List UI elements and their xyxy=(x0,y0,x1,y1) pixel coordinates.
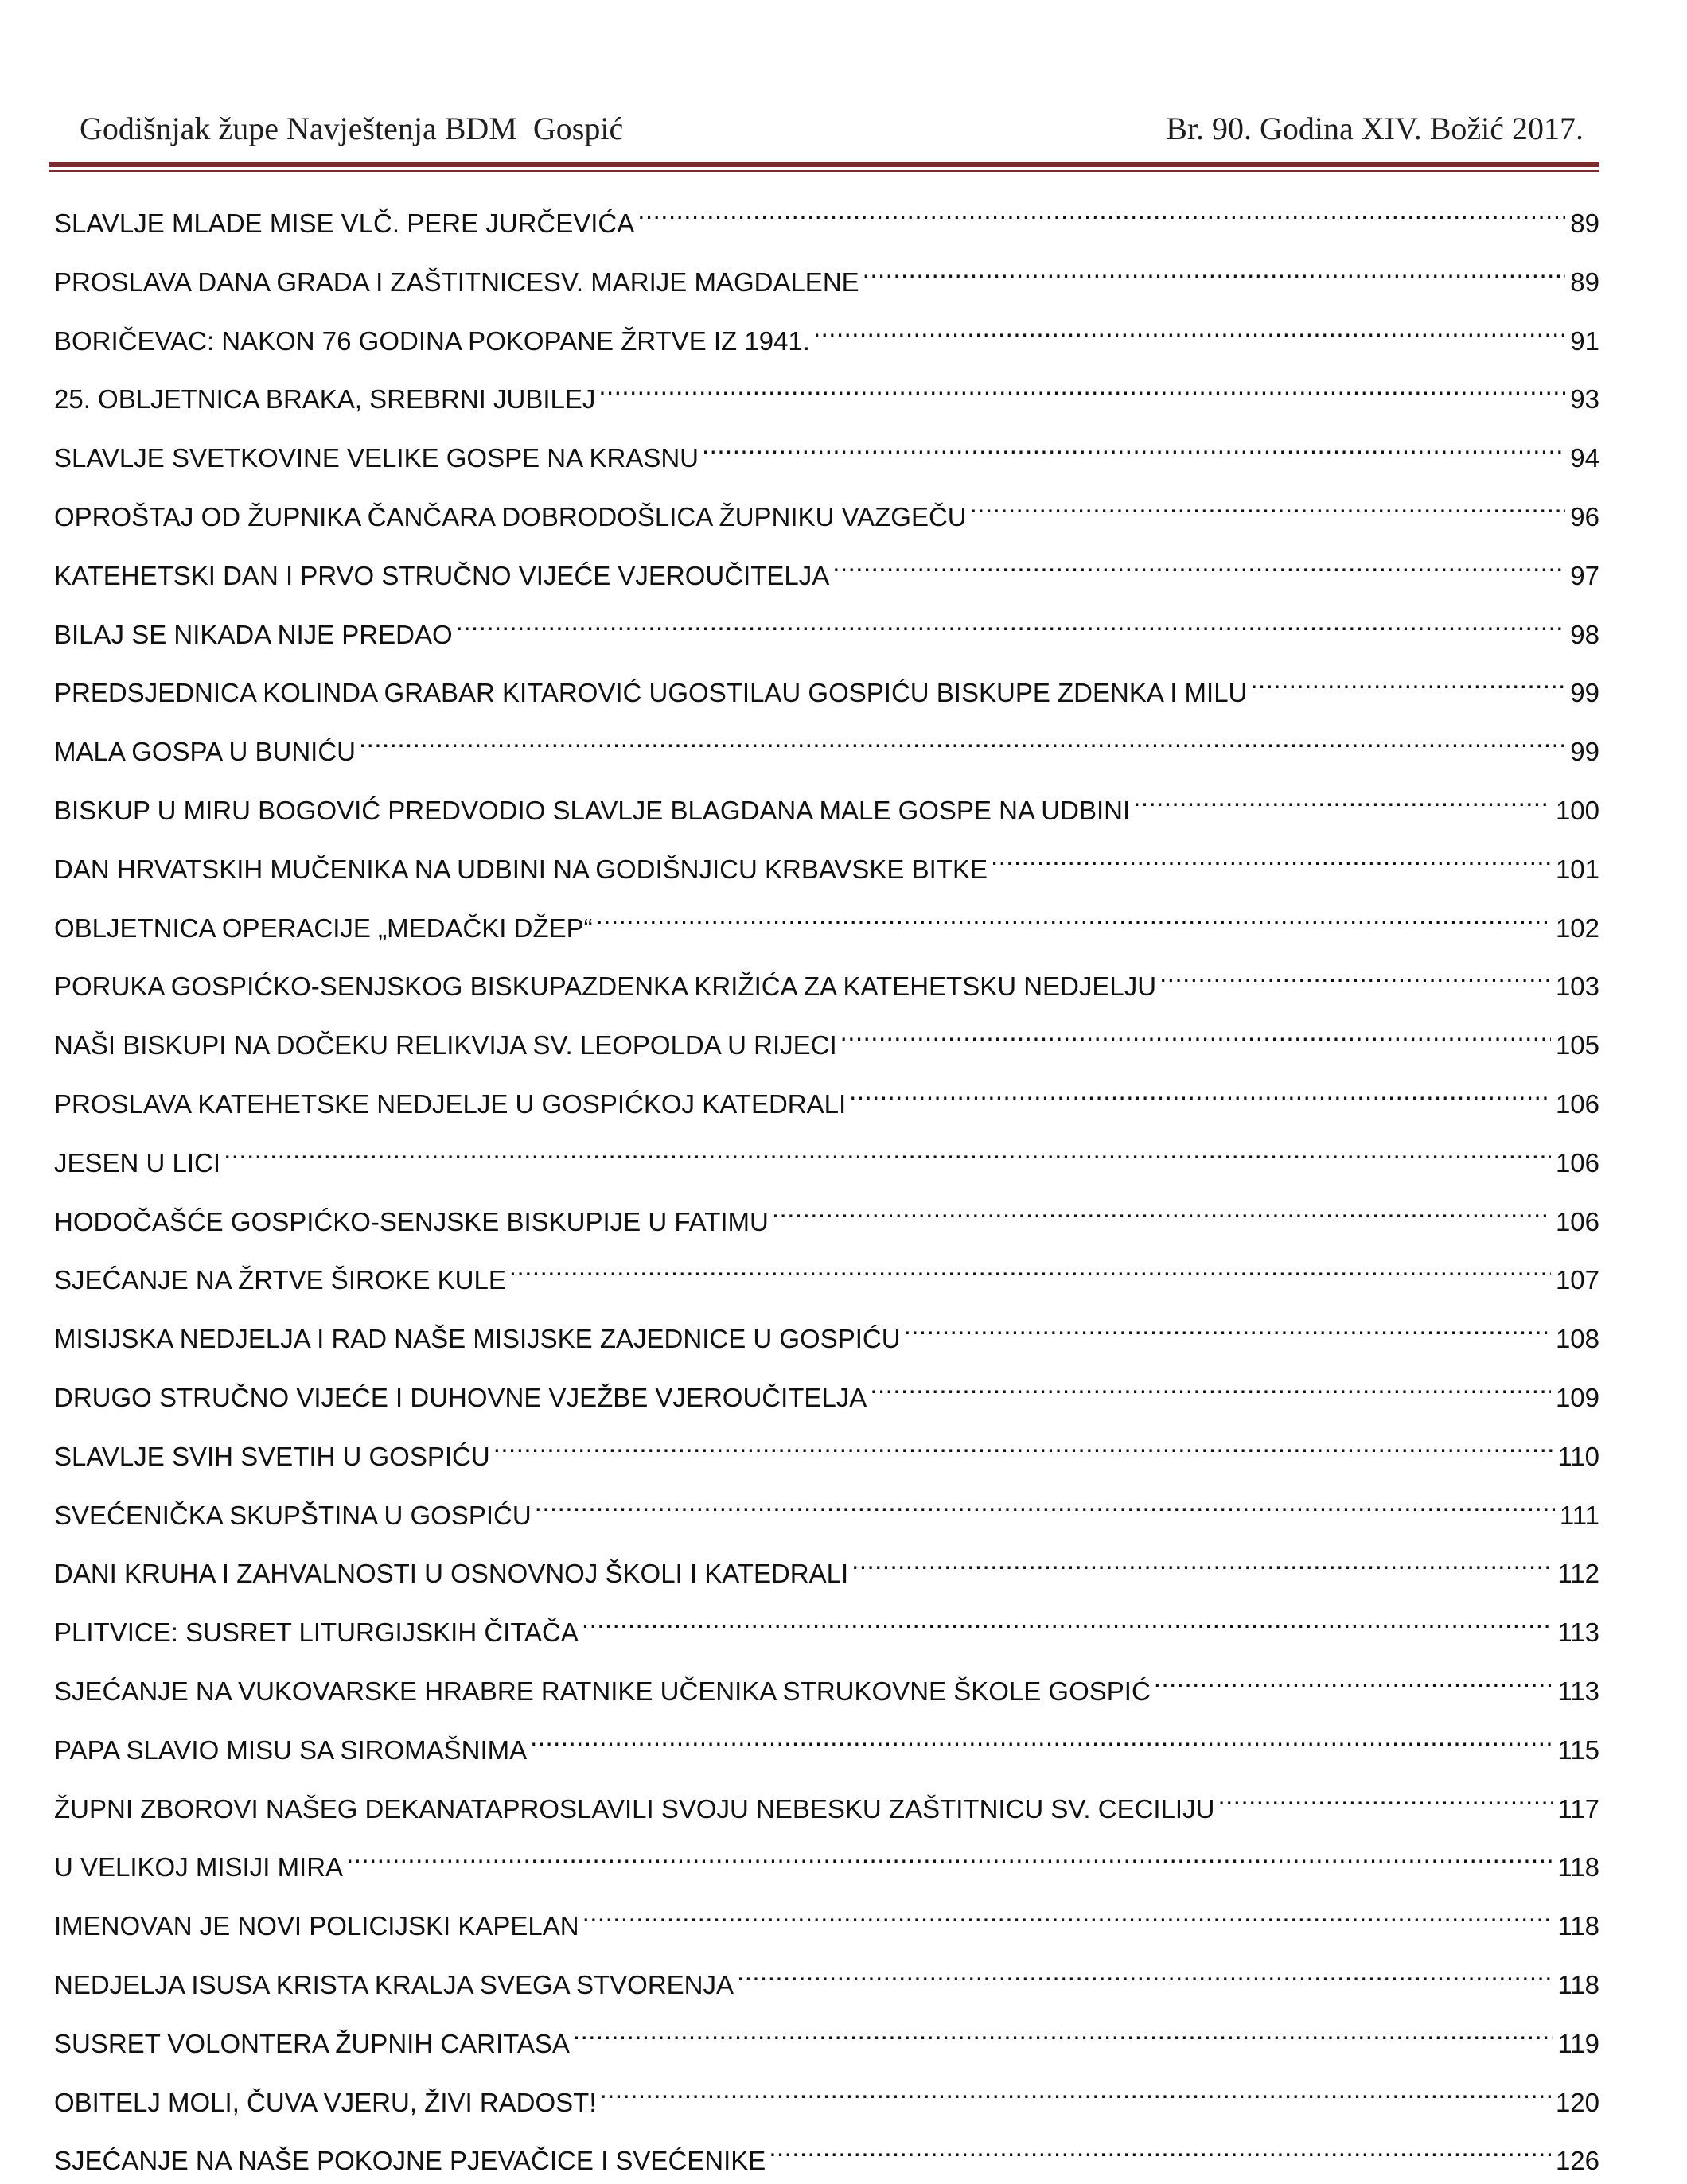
toc-entry xyxy=(54,951,1599,1010)
toc-entry-page: 119 xyxy=(1557,2028,1599,2058)
toc-dot-leader xyxy=(1133,775,1551,819)
toc-entry-page: 126 xyxy=(1555,2146,1599,2176)
toc-entry xyxy=(54,1715,1599,1773)
toc-entry xyxy=(54,1010,1599,1069)
toc-entry xyxy=(54,1069,1599,1127)
toc-dot-leader xyxy=(813,306,1565,350)
toc-dot-leader xyxy=(456,599,1566,644)
toc-entry xyxy=(54,775,1599,834)
toc-entry-title: PLITVICE: SUSRET LITURGIJSKIH ČITAČA xyxy=(54,1618,579,1648)
toc-entry-title: OBLJETNICA OPERACIJE „MEDAČKI DŽEP“ xyxy=(54,913,593,943)
toc-entry-title: BISKUP U MIRU BOGOVIĆ PREDVODIO SLAVLJE BLAGDANA MALE GOSPE NA UDBINI xyxy=(54,795,1131,825)
toc-entry-page: 106 xyxy=(1555,1088,1599,1119)
toc-dot-leader xyxy=(1250,657,1565,702)
toc-entry-title: DANI KRUHA I ZAHVALNOSTI U OSNOVNOJ ŠKOLI I KATEDRALI xyxy=(54,1559,849,1589)
toc-dot-leader xyxy=(1154,1656,1553,1700)
toc-entry-title: SJEĆANJE NA VUKOVARSKE HRABRE RATNIKE UČENIKA STRUKOVNE ŠKOLE GOSPIĆ xyxy=(54,1676,1151,1706)
toc-entry xyxy=(54,188,1599,247)
toc-dot-leader xyxy=(772,1186,1551,1231)
toc-entry xyxy=(54,1421,1599,1480)
toc-entry xyxy=(54,1597,1599,1656)
toc-entry-title: SJEĆANJE NA ŽRTVE ŠIROKE KULE xyxy=(54,1265,506,1295)
toc-entry xyxy=(54,893,1599,952)
toc-dot-leader xyxy=(769,2125,1551,2170)
toc-entry xyxy=(54,1303,1599,1362)
toc-dot-leader xyxy=(582,1597,1553,1641)
toc-entry-title: OBITELJ MOLI, ČUVA VJERU, ŽIVI RADOST! xyxy=(54,2087,597,2117)
toc-entry-page: 110 xyxy=(1557,1441,1599,1471)
toc-entry xyxy=(54,1186,1599,1245)
toc-entry-title: OPROŠTAJ OD ŽUPNIKA ČANČARA DOBRODOŠLICA ŽUPNIKU VAZGEČU xyxy=(54,501,967,531)
toc-entry xyxy=(54,2008,1599,2067)
toc-dot-leader xyxy=(1159,951,1551,995)
header-rule-thick xyxy=(49,162,1599,167)
toc-entry xyxy=(54,1949,1599,2008)
toc-entry-title: PROSLAVA DANA GRADA I ZAŠTITNICESV. MARIJE MAGDALENE xyxy=(54,267,859,297)
toc-entry-title: SLAVLJE SVIH SVETIH U GOSPIĆU xyxy=(54,1441,490,1471)
toc-entry xyxy=(54,599,1599,658)
toc-dot-leader xyxy=(870,1362,1551,1407)
toc-dot-leader xyxy=(596,893,1551,937)
toc-entry-page: 111 xyxy=(1559,1500,1599,1530)
toc-entry xyxy=(54,716,1599,775)
toc-dot-leader xyxy=(904,1303,1551,1348)
toc-entry xyxy=(54,247,1599,306)
toc-entry-title: SUSRET VOLONTERA ŽUPNIH CARITASA xyxy=(54,2028,570,2058)
toc-entry xyxy=(54,657,1599,716)
toc-dot-leader xyxy=(637,188,1565,232)
toc-entry-title: BORIČEVAC: NAKON 76 GODINA POKOPANE ŽRTVE IZ 1941. xyxy=(54,325,810,356)
toc-entry xyxy=(54,364,1599,422)
toc-entry xyxy=(54,2067,1599,2126)
toc-entry-page: 115 xyxy=(1557,1734,1599,1765)
toc-entry-title: PROSLAVA KATEHETSKE NEDJELJE U GOSPIĆKOJ KATEDRALI xyxy=(54,1088,847,1119)
toc-entry xyxy=(54,1362,1599,1421)
toc-entry-page: 99 xyxy=(1570,737,1599,767)
toc-entry-title: BILAJ SE NIKADA NIJE PREDAO xyxy=(54,619,453,649)
toc-entry-title: MALA GOSPA U BUNIĆU xyxy=(54,737,356,767)
toc-entry xyxy=(54,1480,1599,1539)
toc-entry-page: 91 xyxy=(1570,325,1599,356)
toc-entry-page: 108 xyxy=(1555,1324,1599,1354)
toc-entry-page: 118 xyxy=(1557,1969,1599,1999)
toc-dot-leader xyxy=(582,1890,1553,1935)
toc-dot-leader xyxy=(346,1832,1553,1876)
toc-entry xyxy=(54,1244,1599,1303)
toc-entry-page: 120 xyxy=(1555,2087,1599,2117)
publication-title: Godišnjak župe Navještenja BDM Gospić xyxy=(80,111,624,146)
toc-entry xyxy=(54,481,1599,540)
toc-entry-title: DAN HRVATSKIH MUČENIKA NA UDBINI NA GODIŠNJICU KRBAVSKE BITKE xyxy=(54,854,988,884)
toc-entry-title: 25. OBLJETNICA BRAKA, SREBRNI JUBILEJ xyxy=(54,384,596,415)
toc-entry-page: 96 xyxy=(1570,501,1599,531)
toc-entry-title: SLAVLJE SVETKOVINE VELIKE GOSPE NA KRASNU xyxy=(54,443,699,473)
toc-dot-leader xyxy=(737,1949,1553,1994)
toc-entry-title: PORUKA GOSPIĆKO-SENJSKOG BISKUPAZDENKA KRIŽIĆA ZA KATEHETSKU NEDJELJU xyxy=(54,971,1157,1002)
toc-entry-page: 102 xyxy=(1555,913,1599,943)
toc-dot-leader xyxy=(224,1127,1551,1172)
toc-entry-page: 113 xyxy=(1557,1676,1599,1706)
toc-entry-page: 112 xyxy=(1557,1559,1599,1589)
toc-entry-page: 107 xyxy=(1555,1265,1599,1295)
toc-entry-title: KATEHETSKI DAN I PRVO STRUČNO VIJEĆE VJEROUČITELJA xyxy=(54,560,830,590)
toc-entry-title: PAPA SLAVIO MISU SA SIROMAŠNIMA xyxy=(54,1734,528,1765)
toc-entry-title: ŽUPNI ZBOROVI NAŠEG DEKANATAPROSLAVILI SVOJU NEBESKU ZAŠTITNICU SV. CECILIJU xyxy=(54,1793,1215,1824)
toc-entry-page: 106 xyxy=(1555,1206,1599,1236)
toc-entry-page: 89 xyxy=(1570,208,1599,238)
toc-entry-page: 97 xyxy=(1570,560,1599,590)
toc-dot-leader xyxy=(832,540,1565,585)
toc-dot-leader xyxy=(359,716,1565,761)
toc-dot-leader xyxy=(851,1538,1553,1583)
toc-entry-page: 94 xyxy=(1570,443,1599,473)
issue-info: Br. 90. Godina XIV. Božić 2017. xyxy=(1166,111,1584,146)
toc-entry-title: U VELIKOJ MISIJI MIRA xyxy=(54,1852,344,1882)
header-rule-thin xyxy=(49,170,1599,172)
toc-entry xyxy=(54,1127,1599,1186)
toc-entry xyxy=(54,1890,1599,1949)
toc-dot-leader xyxy=(840,1010,1551,1054)
toc-entry xyxy=(54,834,1599,893)
toc-entry-page: 101 xyxy=(1555,854,1599,884)
toc-entry-title: DRUGO STRUČNO VIJEĆE I DUHOVNE VJEŽBE VJEROUČITELJA xyxy=(54,1382,867,1412)
toc-entry-page: 99 xyxy=(1570,678,1599,708)
toc-entry xyxy=(54,422,1599,481)
toc-entry xyxy=(54,1656,1599,1715)
toc-entry-title: HODOČAŠĆE GOSPIĆKO-SENJSKE BISKUPIJE U FATIMU xyxy=(54,1206,769,1236)
toc-entry-title: IMENOVAN JE NOVI POLICIJSKI KAPELAN xyxy=(54,1911,579,1941)
toc-dot-leader xyxy=(509,1244,1551,1289)
toc-dot-leader xyxy=(863,247,1566,291)
toc-dot-leader xyxy=(535,1480,1555,1524)
toc-entry xyxy=(54,2125,1599,2184)
toc-entry-page: 93 xyxy=(1570,384,1599,415)
toc-entry-page: 118 xyxy=(1557,1911,1599,1941)
toc-entry-title: SJEĆANJE NA NAŠE POKOJNE PJEVAČICE I SVEĆENIKE xyxy=(54,2146,766,2176)
toc-dot-leader xyxy=(991,834,1551,878)
toc-entry xyxy=(54,1538,1599,1597)
toc-dot-leader xyxy=(598,364,1565,408)
toc-entry-page: 109 xyxy=(1555,1382,1599,1412)
toc-entry xyxy=(54,540,1599,599)
toc-entry-title: MISIJSKA NEDJELJA I RAD NAŠE MISIJSKE ZAJEDNICE U GOSPIĆU xyxy=(54,1324,901,1354)
toc-entry-page: 117 xyxy=(1557,1793,1599,1824)
toc-entry xyxy=(54,1832,1599,1890)
toc-entry-title: NEDJELJA ISUSA KRISTA KRALJA SVEGA STVORENJA xyxy=(54,1969,734,1999)
toc-dot-leader xyxy=(970,481,1566,526)
table-of-contents xyxy=(54,188,1599,2184)
toc-entry-title: SVEĆENIČKA SKUPŠTINA U GOSPIĆU xyxy=(54,1500,532,1530)
toc-entry xyxy=(54,1773,1599,1832)
toc-dot-leader xyxy=(702,422,1565,467)
toc-entry-page: 100 xyxy=(1555,795,1599,825)
toc-dot-leader xyxy=(849,1069,1551,1113)
toc-dot-leader xyxy=(493,1421,1553,1466)
toc-entry-title: NAŠI BISKUPI NA DOČEKU RELIKVIJA SV. LEOPOLDA U RIJECI xyxy=(54,1030,837,1061)
toc-dot-leader xyxy=(600,2067,1551,2112)
toc-entry-title: SLAVLJE MLADE MISE VLČ. PERE JURČEVIĆA xyxy=(54,208,635,238)
toc-entry-title: PREDSJEDNICA KOLINDA GRABAR KITAROVIĆ UGOSTILAU GOSPIĆU BISKUPE ZDENKA I MILU xyxy=(54,678,1248,708)
page-header xyxy=(80,110,1584,158)
toc-entry-page: 98 xyxy=(1570,619,1599,649)
toc-entry-page: 103 xyxy=(1555,971,1599,1002)
toc-dot-leader xyxy=(573,2008,1553,2053)
toc-entry-title: JESEN U LICI xyxy=(54,1147,221,1178)
toc-entry-page: 118 xyxy=(1557,1852,1599,1882)
toc-entry xyxy=(54,306,1599,364)
toc-dot-leader xyxy=(1218,1773,1553,1818)
toc-entry-page: 105 xyxy=(1555,1030,1599,1061)
toc-entry-page: 113 xyxy=(1557,1618,1599,1648)
toc-dot-leader xyxy=(530,1715,1553,1759)
toc-entry-page: 106 xyxy=(1555,1147,1599,1178)
toc-entry-page: 89 xyxy=(1570,267,1599,297)
